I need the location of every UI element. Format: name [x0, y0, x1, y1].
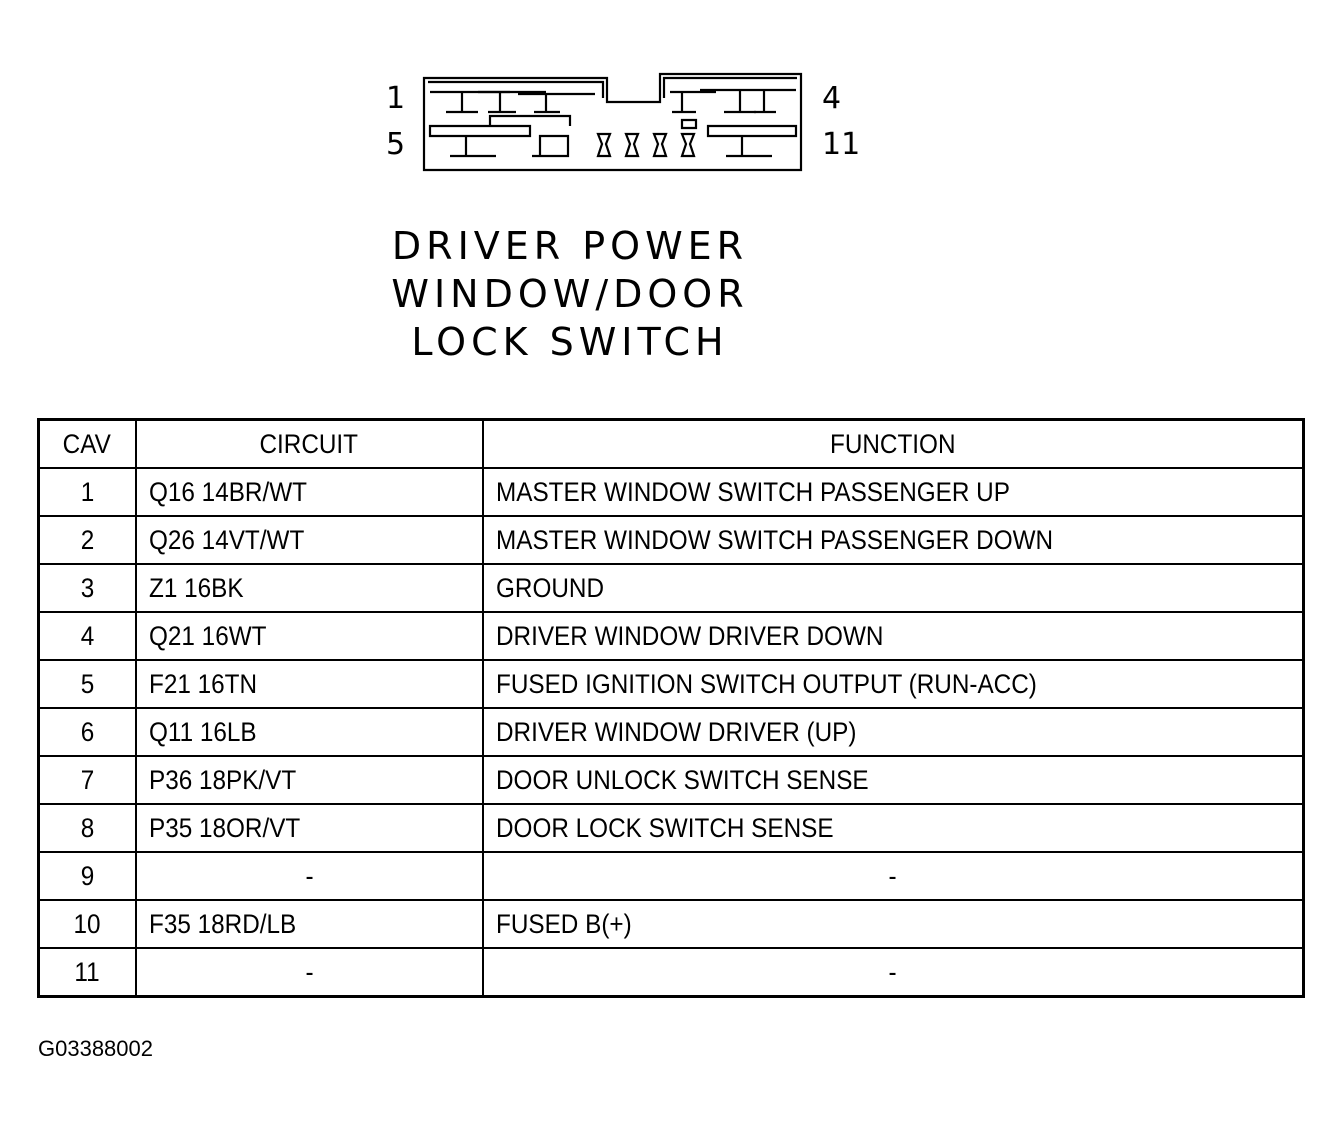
- header-cav: CAV: [39, 420, 136, 469]
- header-function: FUNCTION: [483, 420, 1304, 469]
- header-circuit: CIRCUIT: [136, 420, 483, 469]
- table-row: [39, 468, 1304, 516]
- cell-circuit: P35 18OR/VT: [136, 804, 483, 852]
- connector-housing: [424, 74, 801, 170]
- cell-circuit: Q16 14BR/WT: [136, 468, 483, 516]
- table-row: [39, 612, 1304, 660]
- cell-function: DOOR LOCK SWITCH SENSE: [483, 804, 1304, 852]
- cell-cav: 5: [39, 660, 136, 708]
- title-line-1: DRIVER POWER: [391, 224, 749, 268]
- cell-function: -: [483, 852, 1304, 900]
- table-row: [39, 708, 1304, 756]
- cell-cav: 7: [39, 756, 136, 804]
- cell-function: -: [483, 948, 1304, 997]
- table-row: [39, 756, 1304, 804]
- figure-id: G03388002: [38, 1036, 153, 1061]
- cell-cav: 8: [39, 804, 136, 852]
- cell-function: DRIVER WINDOW DRIVER (UP): [483, 708, 1304, 756]
- pin-label-5: 5: [386, 127, 406, 162]
- cell-function: GROUND: [483, 564, 1304, 612]
- table-row: [39, 900, 1304, 948]
- cell-function: MASTER WINDOW SWITCH PASSENGER UP: [483, 468, 1304, 516]
- table-row: [39, 948, 1304, 997]
- cell-circuit: Q21 16WT: [136, 612, 483, 660]
- cell-cav: 2: [39, 516, 136, 564]
- cell-function: MASTER WINDOW SWITCH PASSENGER DOWN: [483, 516, 1304, 564]
- cell-circuit: -: [136, 852, 483, 900]
- cell-circuit: P36 18PK/VT: [136, 756, 483, 804]
- pin-label-1: 1: [386, 81, 406, 116]
- title-line-3: LOCK SWITCH: [411, 320, 729, 364]
- cell-function: FUSED IGNITION SWITCH OUTPUT (RUN-ACC): [483, 660, 1304, 708]
- pinout-table: [37, 418, 1305, 998]
- cell-function: FUSED B(+): [483, 900, 1304, 948]
- table-row: [39, 564, 1304, 612]
- cell-cav: 6: [39, 708, 136, 756]
- title-line-2: WINDOW/DOOR: [391, 272, 749, 316]
- cell-cav: 1: [39, 468, 136, 516]
- cell-cav: 11: [39, 948, 136, 997]
- connector-diagram: [370, 60, 870, 190]
- pin-label-11: 11: [822, 127, 861, 162]
- cell-cav: 9: [39, 852, 136, 900]
- table-row: [39, 660, 1304, 708]
- table-row: [39, 852, 1304, 900]
- cell-cav: 10: [39, 900, 136, 948]
- cell-function: DRIVER WINDOW DRIVER DOWN: [483, 612, 1304, 660]
- cell-circuit: Z1 16BK: [136, 564, 483, 612]
- connector-title: [300, 222, 840, 366]
- cell-circuit: Q26 14VT/WT: [136, 516, 483, 564]
- cell-circuit: F21 16TN: [136, 660, 483, 708]
- table-row: [39, 516, 1304, 564]
- cell-cav: 4: [39, 612, 136, 660]
- cell-circuit: Q11 16LB: [136, 708, 483, 756]
- connector-pin-labels: [386, 81, 860, 162]
- table-body: [39, 468, 1304, 997]
- table-row: [39, 804, 1304, 852]
- cell-function: DOOR UNLOCK SWITCH SENSE: [483, 756, 1304, 804]
- table-header-row: [39, 420, 1304, 469]
- cell-circuit: F35 18RD/LB: [136, 900, 483, 948]
- cell-cav: 3: [39, 564, 136, 612]
- cell-circuit: -: [136, 948, 483, 997]
- pin-label-4: 4: [822, 81, 842, 116]
